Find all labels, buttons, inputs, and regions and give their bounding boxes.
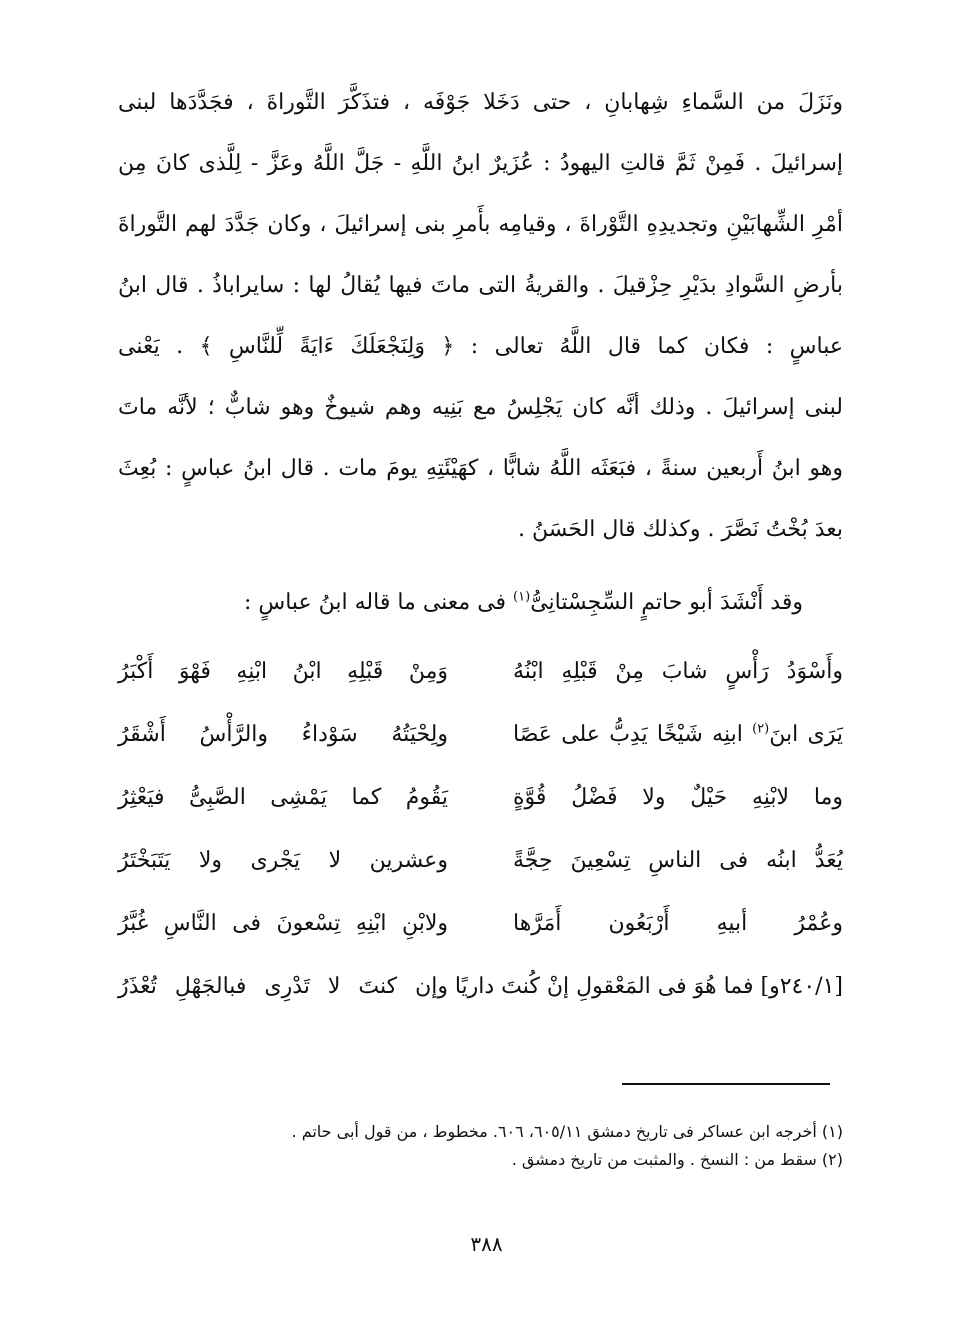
prose-line: إسرائيلَ . فَمِنْ ثَمَّ قالتِ اليهودُ : عُزَيرٌ ابنُ اللَّهِ - جَلَّ اللَّهُ وعَزَّ - لِلَّذى كانَ مِن (118, 151, 843, 176)
poem-intro-text: فى معنى ما قاله ابنُ عباسٍ : (243, 590, 514, 615)
page-number: ٣٨٨ (470, 1232, 503, 1256)
verse-text: يَرَى ابنَ (769, 722, 843, 747)
verse-first-hemistich: [٢٤٠/١و] فما هُوَ فى المَعْقولِ إنْ كُنتَ داريًا (454, 974, 843, 999)
verse-text: ابنِه شَيْخًا يَدِبُّ على عَصًا (513, 722, 753, 747)
prose-line: وهو ابنُ أَربعين سنةً ، فبَعَثَه اللَّهُ شابًّا ، كهَيْئَتِهِ يومَ مات . قال ابنُ عباسٍ : بُعِثَ (118, 456, 843, 481)
prose-line: عباسٍ : فكان كما قال اللَّهُ تعالى : ﴿ وَلِنَجْعَلَكَ ءَايَةً لِّلنَّاسِ ﴾ . يَعْنى (118, 334, 843, 359)
verse-second-hemistich: وعشرين لا يَجْرى ولا يَتَبَخْتَرُ (118, 848, 448, 873)
verse-first-hemistich: وعُمْرُ أبيهِ أَرْبَعُون أَمَرَّها (513, 911, 843, 936)
verse-first-hemistich: وما لابْنِهِ حَيْلٌ ولا فَضْلُ قُوَّةٍ (513, 785, 843, 810)
footnote-ref: (١) (513, 589, 531, 605)
poem-verse (118, 892, 843, 955)
footnote-ref: (٢) (752, 721, 770, 737)
verse-second-hemistich: يَقُومُ كما يَمْشِى الصَّبِىُّ فيَعْثِرُ (118, 785, 448, 810)
verse-first-hemistich (513, 722, 843, 747)
prose-line: لبنى إسرائيلَ . وذلك أنَّه كان يَجْلِسُ مع بَنِيه وهم شيوخٌ وهو شابٌّ ؛ لأنَّه ماتَ (118, 395, 843, 420)
poem-verse (118, 766, 843, 829)
poem-verse (118, 829, 843, 892)
footnote: (١) أخرجه ابن عساكر فى تاريخ دمشق ٦٠٥/١١، ٦٠٦. مخطوط ، من قول أبى حاتم . (291, 1122, 843, 1141)
prose-line: بعدَ بُخْتُ نَصَّرَ . وكذلك قال الحَسَنُ . (518, 517, 843, 542)
verse-second-hemistich: ولابْنِ ابْنِهِ تِسْعونَ فى النَّاسِ غُبَّرُ (118, 911, 448, 936)
poem-verse (118, 955, 843, 1018)
prose-line: بأرضِ السَّوادِ بدَيْرِ حِزْقيلَ . والقريةُ التى ماتَ فيها يُقالُ لها : سايراباذُ . قال ابنُ (118, 273, 843, 298)
poem-intro (118, 578, 803, 628)
verse-second-hemistich: وَمِنْ قَبْلِهِ ابْنُ ابْنِهِ فَهْوَ أَكْبَرُ (118, 659, 448, 684)
footnotes (140, 1118, 843, 1174)
poem (118, 640, 843, 1018)
verse-second-hemistich: ولِحْيَتُهُ سَوْداءُ والرَّأْسُ أَشْقَرُ (118, 722, 448, 747)
verse-second-hemistich: وإن كنتَ لا تَدْرِى فبالجَهْلِ تُعْذَرُ (118, 974, 448, 999)
prose-line: ونَزَلَ من السَّماءِ شِهابانِ ، حتى دَخَلا جَوْفَه ، فتذَكَّرَ التَّوراةَ ، فجَدَّدَها لبنى (118, 90, 843, 115)
prose-paragraph (118, 72, 843, 560)
verse-first-hemistich: وأَسْوَدُ رَأْسٍ شابَ مِنْ قَبْلِهِ ابْنُهُ (513, 659, 843, 684)
prose-line: أمْرِ الشِّهابَيْنِ وتجديدِهِ التَّوْراةَ ، وقيامِه بأَمرِ بنى إسرائيلَ ، وكان جَدَّدَ لهم التَّوراةَ (118, 212, 843, 237)
footnote-separator (622, 1083, 830, 1085)
footnote: (٢) سقط من : النسخ . والمثبت من تاريخ دمشق . (511, 1150, 843, 1169)
poem-verse (118, 640, 843, 703)
poem-intro-text: وقد أَنْشَدَ أبو حاتمٍ السِّجِسْتانِىُّ (530, 590, 803, 615)
verse-first-hemistich: يُعَدُّ ابنُه فى الناسِ تِسْعِينَ حِجَّةً (513, 848, 843, 873)
poem-verse (118, 703, 843, 766)
